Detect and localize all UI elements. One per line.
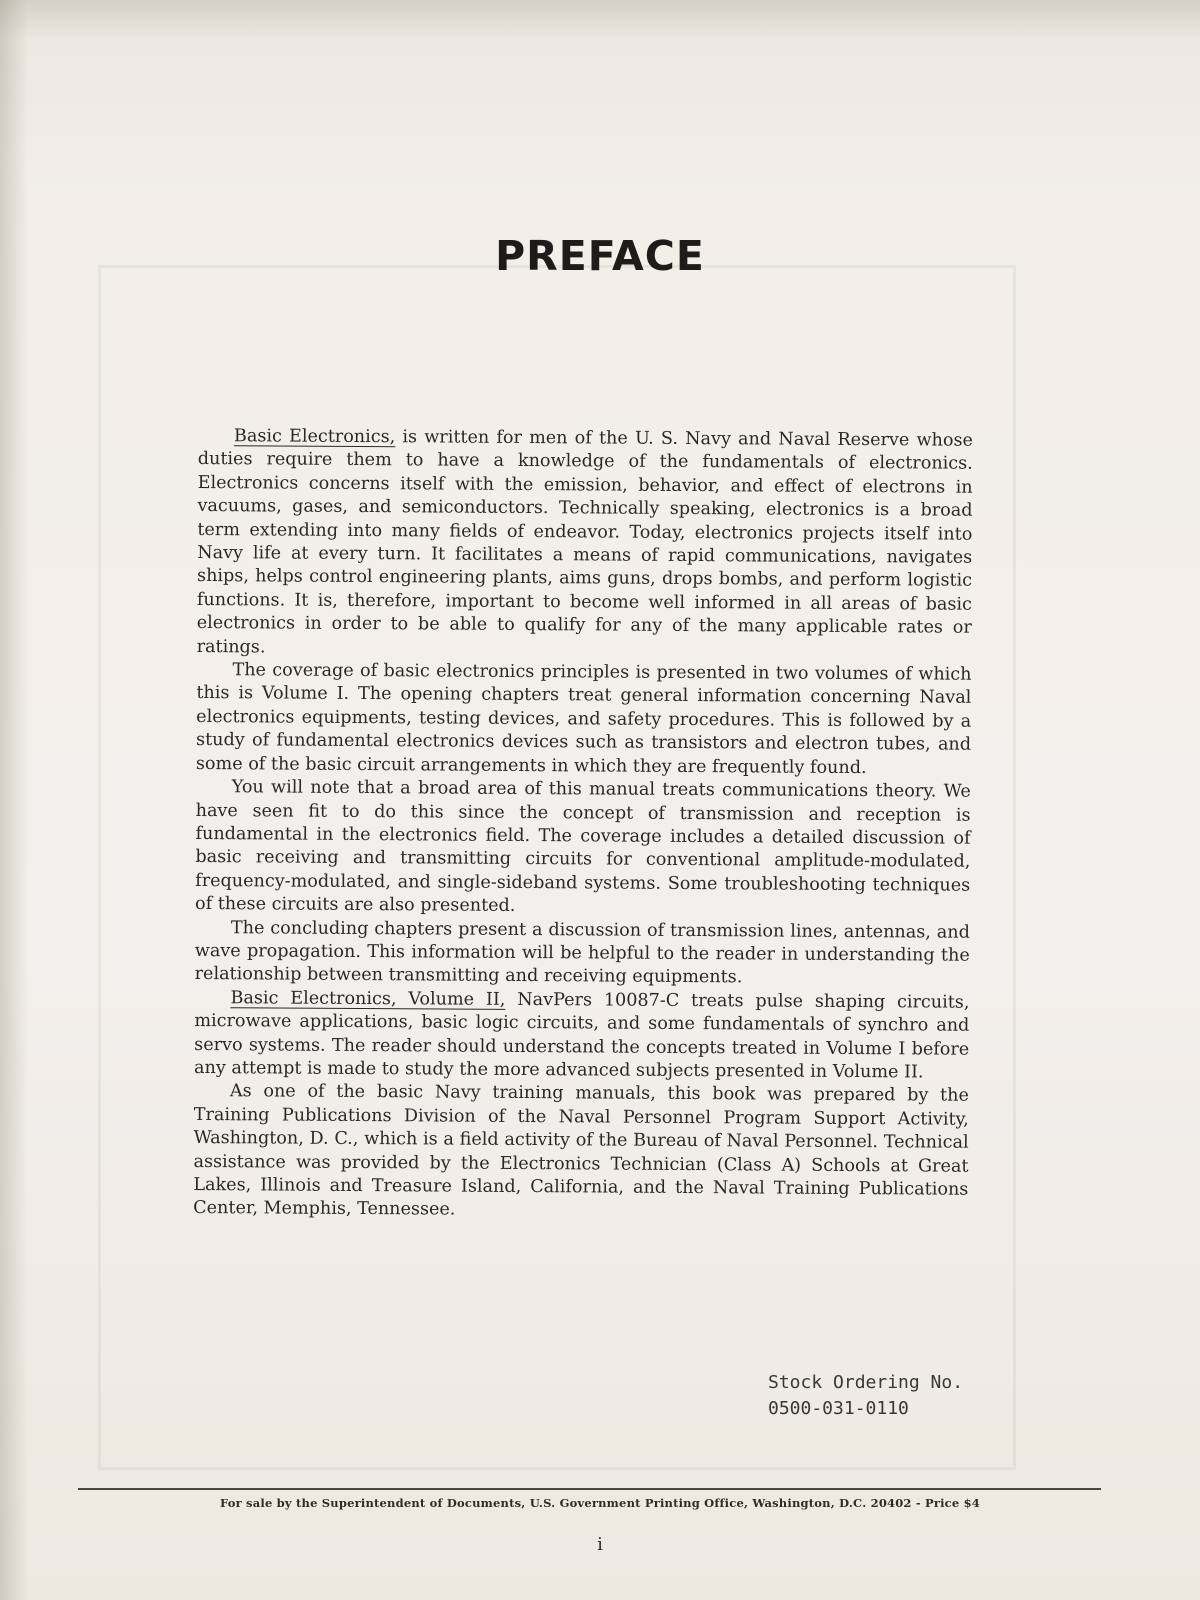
book-title-reference: Basic Electronics,: [233, 426, 396, 448]
stock-ordering-number: 0500-031-0110: [768, 1398, 909, 1419]
paragraph-3: [195, 776, 971, 921]
page-title: PREFACE: [495, 232, 705, 280]
paragraph-4: [195, 917, 970, 992]
preface-body: [193, 425, 973, 1226]
paragraph-5: [194, 987, 970, 1085]
paragraph-text: NavPers 10087-C treats pulse shaping circuits, microwave applications, basic logic circuits, and some fundamentals of synchro and servo systems. The reader should understand the concepts treated in Volume I before any attempt is made to study the more advanced subjects presented in Volume II.: [194, 989, 970, 1083]
footer-rule: [78, 1488, 1101, 1490]
page-top-shadow: [0, 0, 1200, 40]
paragraph-text: is written for men of the U. S. Navy and Naval Reserve whose duties require them to have a knowledge of the fundamentals of electronics. Electronics concerns itself with the emission, behavior, and effect of electrons in vacuums, gases, and semiconductors. Technically speaking, electronics is a broad term extending into many fields of endeavor. Today, electronics projects itself into Navy life at every turn. It facilitates a means of rapid communications, navigates ships, helps control engineering plants, aims guns, drops bombs, and perform logistic functions. It is, therefore, important to become well informed in all areas of basic electronics in order to be able to qualify for any of the many applicable rates or ratings.: [196, 427, 973, 658]
paragraph-text: The concluding chapters present a discussion of transmission lines, antennas, and wave propagation. This information will be helpful to the reader in understanding the relationship between transmitting and receiving equipments.: [194, 917, 970, 988]
stock-ordering-label: Stock Ordering No.: [768, 1372, 964, 1393]
paragraph-6: [193, 1080, 969, 1225]
paragraph-2: [196, 659, 972, 781]
volume-two-reference: Basic Electronics, Volume II,: [230, 987, 506, 1010]
paragraph-text: The coverage of basic electronics principles is presented in two volumes of which this is Volume I. The opening chapters treat general information concerning Naval electronics equipments, testing devices, and safety procedures. This is followed by a study of fundamental electronics devices such as transistors and electron tubes, and some of the basic circuit arrangements in which they are frequently found.: [195, 660, 972, 778]
stock-ordering-block: [768, 1370, 963, 1422]
paragraph-text: As one of the basic Navy training manuals, this book was prepared by the Training Publications Division of the Naval Personnel Program Support Activity, Washington, D. C., which is a field activity of the Bureau of Naval Personnel. Technical assistance was provided by the Electronics Technician (Class A) Schools at Great Lakes, Illinois and Treasure Island, California, and the Naval Training Publications Center, Memphis, Tennessee.: [193, 1081, 969, 1220]
sale-notice: For sale by the Superintendent of Documents, U.S. Government Printing Office, Washington, D.C. 20402 - Price $4: [219, 1496, 981, 1510]
paragraph-text: You will note that a broad area of this manual treats communications theory. We have seen fit to do this since the concept of transmission and reception is fundamental in the electronics field. The coverage includes a detailed discussion of basic receiving and transmitting circuits for conventional amplitude-modulated, frequency-modulated, and single-sideband systems. Some troubleshooting techniques of these circuits are also presented.: [195, 777, 971, 917]
page-number: i: [597, 1534, 603, 1555]
paragraph-1: [197, 425, 973, 664]
